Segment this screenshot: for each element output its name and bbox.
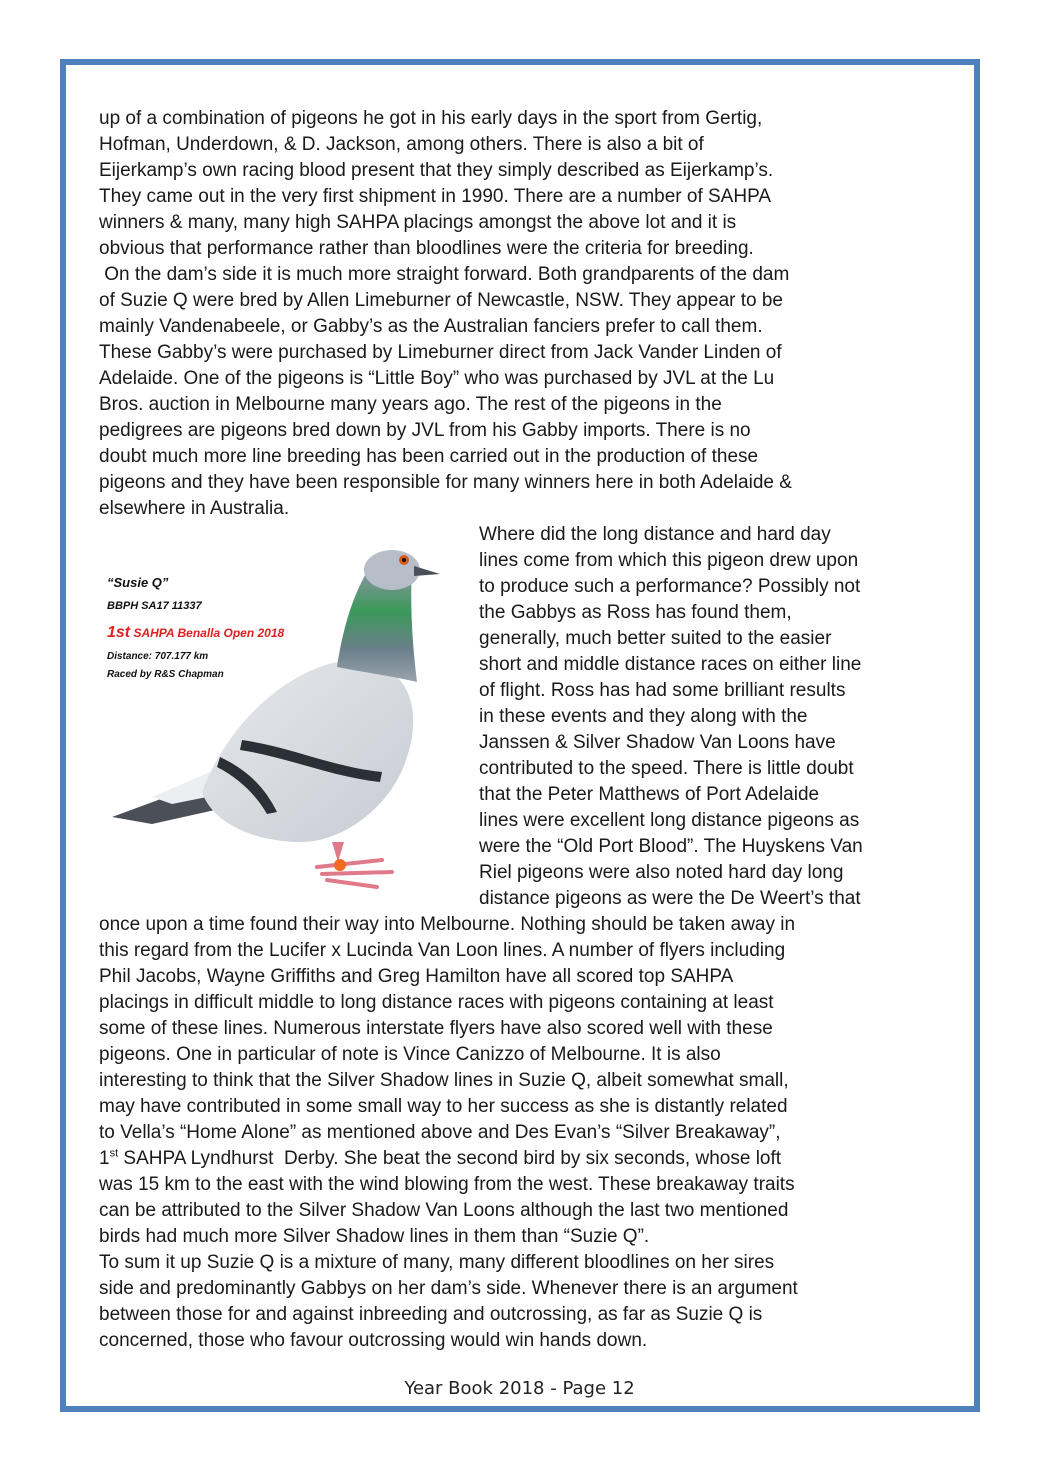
text-line: some of these lines. Numerous interstate flyers have also scored well with these [99, 1018, 773, 1039]
text-line: winners & many, many high SAHPA placings amongst the above lot and it is [99, 212, 737, 233]
side-paragraph [479, 522, 949, 912]
ordinal-number: 1 [99, 1148, 110, 1169]
pigeon-award [107, 624, 284, 642]
text-line: Adelaide. One of the pigeons is “Little Boy” who was purchased by JVL at the Lu [99, 368, 775, 389]
text-line: doubt much more line breeding has been carried out in the production of these [99, 446, 759, 467]
text-line: distance pigeons as were the De Weert’s that [479, 888, 861, 909]
bottom-paragraph [99, 912, 944, 1354]
text-line: birds had much more Silver Shadow lines in them than “Suzie Q”. [99, 1226, 650, 1247]
text-line: lines come from which this pigeon drew upon [479, 550, 859, 571]
text-line: was 15 km to the east with the wind blowing from the west. These breakaway traits [99, 1174, 795, 1195]
text-line: Phil Jacobs, Wayne Griffiths and Greg Hamilton have all scored top SAHPA [99, 966, 734, 987]
text-line: lines were excellent long distance pigeons as [479, 810, 860, 831]
page-footer: Year Book 2018 - Page 12 [404, 1378, 635, 1399]
text-line: side and predominantly Gabbys on her dam’s side. Whenever there is an argument [99, 1278, 798, 1299]
text-line: can be attributed to the Silver Shadow Van Loons although the last two mentioned [99, 1200, 789, 1221]
text-line: On the dam’s side it is much more straight forward. Both grandparents of the dam [99, 264, 790, 285]
text-line: elsewhere in Australia. [99, 498, 290, 519]
text-line: Riel pigeons were also noted hard day long [479, 862, 844, 883]
text-line: pigeons. One in particular of note is Vince Canizzo of Melbourne. It is also [99, 1044, 721, 1065]
text-line: were the “Old Port Blood”. The Huyskens Van [479, 836, 863, 857]
text-line: mainly Vandenabeele, or Gabby’s as the Australian fanciers prefer to call them. [99, 316, 763, 337]
derby-text: SAHPA Lyndhurst Derby. She beat the second bird by six seconds, whose loft [118, 1148, 782, 1169]
text-line: Eijerkamp’s own racing blood present that they simply described as Eijerkamp’s. [99, 160, 774, 181]
text-line: concerned, those who favour outcrossing would win hands down. [99, 1330, 648, 1351]
text-line: To sum it up Suzie Q is a mixture of many, many different bloodlines on her sires [99, 1252, 775, 1273]
text-line: contributed to the speed. There is little doubt [479, 758, 854, 779]
text-line: They came out in the very first shipment in 1990. There are a number of SAHPA [99, 186, 772, 207]
text-line: of flight. Ross has had some brilliant results [479, 680, 846, 701]
pigeon-ring-number: BBPH SA17 11337 [107, 600, 202, 612]
text-line: in these events and they along with the [479, 706, 808, 727]
text-line: once upon a time found their way into Melbourne. Nothing should be taken away in [99, 914, 796, 935]
pigeon-photo [92, 542, 468, 898]
text-line: placings in difficult middle to long distance races with pigeons containing at least [99, 992, 774, 1013]
text-line: may have contributed in some small way to her success as she is distantly related [99, 1096, 788, 1117]
text-line: that the Peter Matthews of Port Adelaide [479, 784, 820, 805]
text-line: to produce such a performance? Possibly not [479, 576, 861, 597]
text-line: obvious that performance rather than bloodlines were the criteria for breeding. [99, 238, 754, 259]
text-line: of Suzie Q were bred by Allen Limeburner of Newcastle, NSW. They appear to be [99, 290, 783, 311]
pigeon-illustration-icon [92, 542, 468, 898]
text-line: this regard from the Lucifer x Lucinda Van Loon lines. A number of flyers including [99, 940, 786, 961]
text-line: These Gabby’s were purchased by Limeburner direct from Jack Vander Linden of [99, 342, 782, 363]
text-line: Janssen & Silver Shadow Van Loons have [479, 732, 836, 753]
pigeon-distance: Distance: 707.177 km [107, 651, 209, 662]
text-line: generally, much better suited to the easier [479, 628, 832, 649]
text-line: the Gabbys as Ross has found them, [479, 602, 792, 623]
text-line: Hofman, Underdown, & D. Jackson, among others. There is also a bit of [99, 134, 704, 155]
text-line: Bros. auction in Melbourne many years ago. The rest of the pigeons in the [99, 394, 722, 415]
text-line: short and middle distance races on either line [479, 654, 862, 675]
text-line: to Vella’s “Home Alone” as mentioned above and Des Evan’s “Silver Breakaway”, [99, 1122, 781, 1143]
ordinal-suffix: st [109, 1147, 119, 1160]
text-line: up of a combination of pigeons he got in his early days in the sport from Gertig, [99, 108, 763, 129]
derby-line [99, 1146, 944, 1172]
award-text: SAHPA Benalla Open 2018 [133, 626, 285, 640]
pigeon-raced-by: Raced by R&S Chapman [107, 669, 224, 680]
text-line: pigeons and they have been responsible for many winners here in both Adelaide & [99, 472, 792, 493]
text-line: pedigrees are pigeons bred down by JVL from his Gabby imports. There is no [99, 420, 751, 441]
text-line: interesting to think that the Silver Shadow lines in Suzie Q, albeit somewhat small, [99, 1070, 789, 1091]
award-place: 1st [107, 624, 131, 641]
pigeon-name: “Susie Q” [107, 575, 169, 590]
text-line: between those for and against inbreeding and outcrossing, as far as Suzie Q is [99, 1304, 763, 1325]
top-paragraph [99, 106, 944, 522]
text-line: Where did the long distance and hard day [479, 524, 831, 545]
